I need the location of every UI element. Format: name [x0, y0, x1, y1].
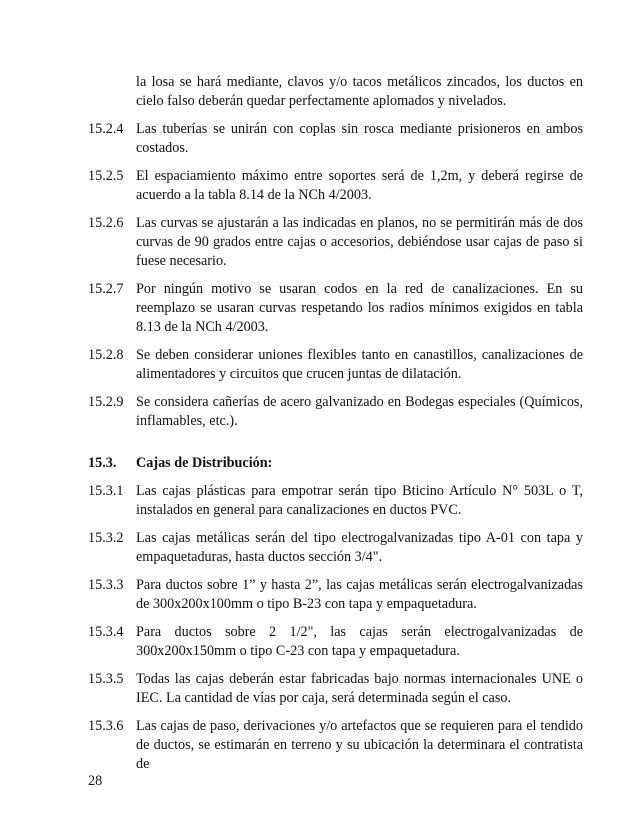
paragraph-text: Para ductos sobre 1” y hasta 2”, las cajas metálicas serán electrogalvanizadas de 300x200x100mm o tipo B-23 con tapa y empaquetadura.	[136, 577, 583, 612]
paragraph-text: Todas las cajas deberán estar fabricadas bajo normas internacionales UNE o IEC. La cantidad de vías por caja, será determinada según el caso.	[136, 671, 583, 706]
paragraph-text: la losa se hará mediante, clavos y/o tacos metálicos zincados, los ductos en cielo falso deberán quedar perfectamente aplomados y nivelados.	[136, 74, 583, 109]
paragraph-number: 15.2.8	[88, 347, 124, 363]
paragraph-number: 15.3.3	[88, 577, 124, 593]
paragraph-number: 15.2.7	[88, 281, 124, 297]
paragraph-number: 15.3.1	[88, 483, 124, 499]
section-heading	[88, 454, 583, 473]
paragraph-number: 15.2.5	[88, 168, 124, 184]
paragraph-text: Las tuberías se unirán con coplas sin rosca mediante prisioneros en ambos costados.	[136, 121, 583, 156]
paragraph-15-3-3	[88, 576, 583, 614]
paragraph-15-2-8	[88, 346, 583, 384]
paragraph-number: 15.3.6	[88, 718, 124, 734]
paragraph-15-2-5	[88, 167, 583, 205]
paragraph-number: 15.2.6	[88, 215, 124, 231]
paragraph-15-3-5	[88, 670, 583, 708]
section-title: Cajas de Distribución:	[136, 455, 273, 471]
paragraph-text: El espaciamiento máximo entre soportes será de 1,2m, y deberá regirse de acuerdo a la tabla 8.14 de la NCh 4/2003.	[136, 168, 583, 203]
paragraph-text: Las cajas metálicas serán del tipo electrogalvanizadas tipo A-01 con tapa y empaquetaduras, hasta ductos sección 3/4".	[136, 530, 583, 565]
paragraph-number: 15.3.2	[88, 530, 124, 546]
paragraph-text: Las curvas se ajustarán a las indicadas en planos, no se permitirán más de dos curvas de 90 grados entre cajas o accesorios, debiéndose usar cajas de paso si fuese necesario.	[136, 215, 583, 269]
paragraph-text: Se considera cañerías de acero galvanizado en Bodegas especiales (Químicos, inflamables, etc.).	[136, 394, 583, 429]
paragraph-text: Por ningún motivo se usaran codos en la red de canalizaciones. En su reemplazo se usaran curvas respetando los radios mínimos exigidos en tabla 8.13 de la NCh 4/2003.	[136, 281, 583, 335]
paragraph-15-3-1	[88, 482, 583, 520]
paragraph-number: 15.3.5	[88, 671, 124, 687]
paragraph-text: Para ductos sobre 2 1/2", las cajas serán electrogalvanizadas de 300x200x150mm o tipo C-23 con tapa y empaquetadura.	[136, 624, 583, 659]
paragraph-15-3-6	[88, 717, 583, 774]
paragraph-text: Se deben considerar uniones flexibles tanto en canastillos, canalizaciones de alimentadores y circuitos que crucen juntas de dilatación.	[136, 347, 583, 382]
paragraph-15-2-6	[88, 214, 583, 271]
section-number: 15.3.	[88, 455, 117, 471]
paragraph-text: Las cajas de paso, derivaciones y/o artefactos que se requieren para el tendido de ductos, se estimarán en terreno y su ubicación la determinara el contratista de	[136, 718, 583, 772]
paragraph-15-3-2	[88, 529, 583, 567]
paragraph-number: 15.2.4	[88, 121, 124, 137]
paragraph-15-2-4	[88, 120, 583, 158]
page-number: 28	[88, 773, 103, 789]
paragraph-number: 15.3.4	[88, 624, 124, 640]
paragraph-15-2-7	[88, 280, 583, 337]
paragraph-number: 15.2.9	[88, 394, 124, 410]
paragraph-15-2-9	[88, 393, 583, 431]
paragraph-15-3-4	[88, 623, 583, 661]
paragraph-text: Las cajas plásticas para empotrar serán tipo Bticino Artículo N° 503L o T, instalados en general para canalizaciones en ductos PVC.	[136, 483, 583, 518]
paragraph-continuation	[88, 73, 583, 111]
